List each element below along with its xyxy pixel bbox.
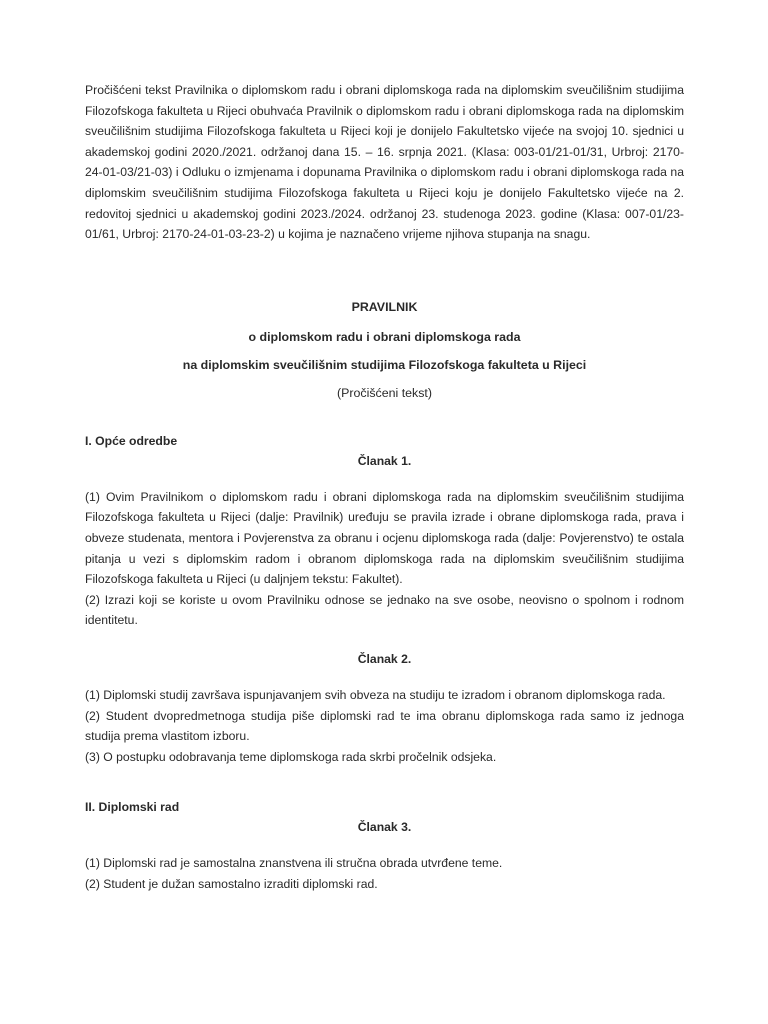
intro-paragraph: Pročišćeni tekst Pravilnika o diplomskom radu i obrani diplomskoga rada na diplomskim sveučilišnim studijima Filozofskoga fakulteta u Rijeci obuhvaća Pravilnik o diplomskom radu i obrani diplomskoga rada na diplomskim sveučilišnim studijima Filozofskoga fakulteta u Rijeci koji je donijelo Fakultetsko vijeće na svojoj 10. sjednici u akademskoj godini 2020./2021. održanoj dana 15. – 16. srpnja 2021. (Klasa: 003-01/21-01/31, Urbroj: 2170-24-01-03/21-03) i Odluku o izmjenama i dopunama Pravilnika o diplomskom radu i obrani diplomskoga rada na diplomskim sveučilišnim studijima Filozofskoga fakulteta u Rijeci koju je donijelo Fakultetsko vijeće na 2. redovitoj sjednici u akademskoj godini 2023./2024. održanoj 23. studenoga 2023. godine (Klasa: 007-01/23-01/61, Urbroj: 2170-24-01-03-23-2) u kojima je naznačeno vrijeme njihova stupanja na snagu. bbox=[85, 83, 684, 242]
article-3-paragraph-2: (2) Student je dužan samostalno izraditi diplomski rad. bbox=[85, 876, 378, 891]
article-1-title: Članak 1. bbox=[357, 453, 412, 468]
article-2-title: Članak 2. bbox=[357, 651, 412, 666]
document-title-note: (Pročišćeni tekst) bbox=[336, 385, 433, 400]
article-1-paragraph-2: (2) Izrazi koji se koriste u ovom Pravilniku odnose se jednako na sve osobe, neovisno o spolnom i rodnom identitetu. bbox=[85, 592, 684, 628]
article-3-paragraph-1: (1) Diplomski rad je samostalna znanstvena ili stručna obrada utvrđene teme. bbox=[85, 856, 503, 871]
document-title: PRAVILNIK bbox=[351, 299, 418, 314]
document-subtitle-line-1: o diplomskom radu i obrani diplomskoga rada bbox=[248, 329, 521, 344]
article-1-paragraph-1: (1) Ovim Pravilnikom o diplomskom radu i obrani diplomskoga rada na diplomskim sveučilišnim studijima Filozofskoga fakulteta u Rijeci (dalje: Pravilnik) uređuju se pravila izrade i obrane diplomskoga rada, prava i obveze studenata, mentora i Povjerenstva za obranu i ocjenu diplomskoga rada (dalje: Povjerenstvo) te ostala pitanja u vezi s diplomskim radom i obranom diplomskoga rada na diplomskim sveučilišnim studijima Filozofskoga fakulteta u Rijeci (u daljnjem tekstu: Fakultet). bbox=[85, 489, 684, 587]
section-heading-1: I. Opće odredbe bbox=[85, 433, 178, 448]
section-heading-2: II. Diplomski rad bbox=[85, 800, 180, 815]
document-subtitle-line-2: na diplomskim sveučilišnim studijima Filozofskoga fakulteta u Rijeci bbox=[182, 357, 587, 372]
article-2-paragraph-3: (3) O postupku odobravanja teme diplomskoga rada skrbi pročelnik odsjeka. bbox=[85, 749, 497, 764]
document-title-block bbox=[85, 297, 684, 403]
article-2-paragraph-1: (1) Diplomski studij završava ispunjavanjem svih obveza na studiju te izradom i obranom diplomskoga rada. bbox=[85, 687, 666, 702]
article-3-title: Članak 3. bbox=[357, 820, 412, 835]
article-2-paragraph-2: (2) Student dvopredmetnoga studija piše diplomski rad te ima obranu diplomskoga rada samo iz jednoga studija prema vlastitom izboru. bbox=[85, 708, 684, 744]
